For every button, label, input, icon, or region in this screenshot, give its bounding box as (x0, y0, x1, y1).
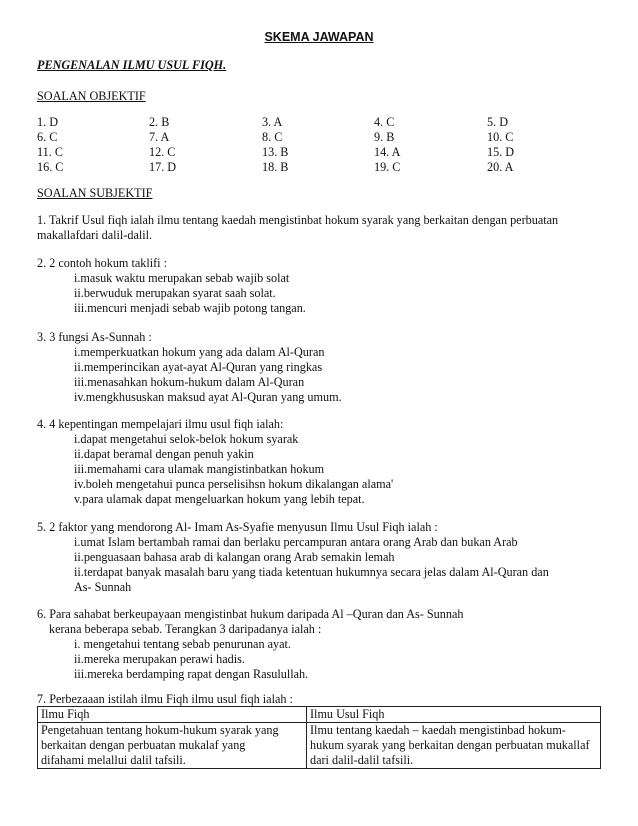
q5-item: ii.penguasaan bahasa arab di kalangan orang Arab semakin lemah (74, 550, 395, 564)
subjective-heading: SOALAN SUBJEKTIF (37, 186, 153, 200)
q5-heading: 5. 2 faktor yang mendorong Al- Imam As-Syafie menyusun Ilmu Usul Fiqh ialah : (37, 520, 438, 534)
answer-item: 19. C (374, 160, 401, 174)
answer-item: 7. A (149, 130, 170, 144)
table-cell (38, 723, 307, 769)
answer-item: 17. D (149, 160, 177, 174)
q4-item: ii.dapat beramal dengan penuh yakin (74, 447, 254, 461)
q4-item: iii.memahami cara ulamak mangistinbatkan hokum (74, 462, 325, 476)
answer-item: 1. D (37, 115, 58, 129)
q5-item: ii.terdapat banyak masalah baru yang tiada ketentuan hukumnya secara jelas dalam Al-Quran dan (74, 565, 549, 579)
q3-item: iv.mengkhususkan maksud ayat Al-Quran yang umum. (74, 390, 342, 404)
q6-heading-cont: kerana beberapa sebab. Terangkan 3 daripadanya ialah : (49, 622, 322, 636)
answer-item: 6. C (37, 130, 58, 144)
q5-item: i.umat Islam bertambah ramai dan berlaku percampuran antara orang Arab dan bukan Arab (74, 535, 518, 549)
q6-heading: 6. Para sahabat berkeupayaan mengistinbat hukum daripada Al –Quran dan As- Sunnah (37, 607, 464, 621)
table-row (38, 707, 601, 723)
answer-item: 8. C (262, 130, 283, 144)
q7-heading: 7. Perbezaaan istilah ilmu Fiqh ilmu usul fiqh ialah : (37, 692, 293, 706)
q3-item: i.memperkuatkan hokum yang ada dalam Al-Quran (74, 345, 325, 359)
objective-heading: SOALAN OBJEKTIF (37, 89, 146, 103)
q6-item: i. mengetahui tentang sebab penurunan ayat. (74, 637, 291, 651)
q6-item: ii.mereka merupakan perawi hadis. (74, 652, 245, 666)
answer-item: 5. D (487, 115, 508, 129)
cell-line: Ilmu tentang kaedah – kaedah mengistinbad hokum- (310, 723, 566, 737)
q1-line: 1. Takrif Usul fiqh ialah ilmu tentang kaedah mengistinbat hokum syarak yang berkaitan dengan perbuatan (37, 213, 559, 227)
q1-line: makallafdari dalil-dalil. (37, 228, 153, 242)
cell-line: berkaitan dengan perbuatan mukalaf yang (41, 738, 246, 752)
answer-item: 3. A (262, 115, 283, 129)
answer-item: 11. C (37, 145, 63, 159)
cell-line: hukum syarak yang berkaitan dengan perbuatan mukallaf (310, 738, 590, 752)
answer-item: 9. B (374, 130, 395, 144)
table-header-cell: Ilmu Usul Fiqh (307, 707, 601, 723)
table-row (38, 723, 601, 769)
q3-heading: 3. 3 fungsi As-Sunnah : (37, 330, 152, 344)
q4-item: v.para ulamak dapat mengeluarkan hokum yang lebih tepat. (74, 492, 365, 506)
q6-item: iii.mereka berdamping rapat dengan Rasulullah. (74, 667, 309, 681)
table-header-cell: Ilmu Fiqh (38, 707, 307, 723)
answer-item: 20. A (487, 160, 514, 174)
cell-line: difahami melallui dalil tafsili. (41, 753, 186, 767)
section-title: PENGENALAN ILMU USUL FIQH. (37, 58, 227, 72)
answer-item: 10. C (487, 130, 514, 144)
q4-item: i.dapat mengetahui selok-belok hokum syarak (74, 432, 299, 446)
answer-item: 4. C (374, 115, 395, 129)
table-cell (307, 723, 601, 769)
q5-item: As- Sunnah (74, 580, 132, 594)
answer-item: 12. C (149, 145, 176, 159)
q3-item: iii.menasahkan hokum-hukum dalam Al-Quran (74, 375, 305, 389)
q4-item: iv.boleh mengetahui punca perselisihsn hokum dikalangan alama' (74, 477, 394, 491)
q2-item: i.masuk waktu merupakan sebab wajib solat (74, 271, 290, 285)
answer-item: 13. B (262, 145, 289, 159)
q2-heading: 2. 2 contoh hokum taklifi : (37, 256, 167, 270)
comparison-table (37, 706, 601, 769)
answer-item: 16. C (37, 160, 64, 174)
q2-item: ii.berwuduk merupakan syarat saah solat. (74, 286, 276, 300)
cell-line: Pengetahuan tentang hokum-hukum syarak yang (41, 723, 279, 737)
answer-item: 2. B (149, 115, 170, 129)
q2-item: iii.mencuri menjadi sebab wajib potong tangan. (74, 301, 306, 315)
cell-line: dari dalil-dalil tafsili. (310, 753, 414, 767)
answer-item: 15. D (487, 145, 515, 159)
answer-item: 18. B (262, 160, 289, 174)
q3-item: ii.memperincikan ayat-ayat Al-Quran yang ringkas (74, 360, 323, 374)
answer-item: 14. A (374, 145, 401, 159)
page-title: SKEMA JAWAPAN (264, 30, 374, 44)
q4-heading: 4. 4 kepentingan mempelajari ilmu usul fiqh ialah: (37, 417, 284, 431)
